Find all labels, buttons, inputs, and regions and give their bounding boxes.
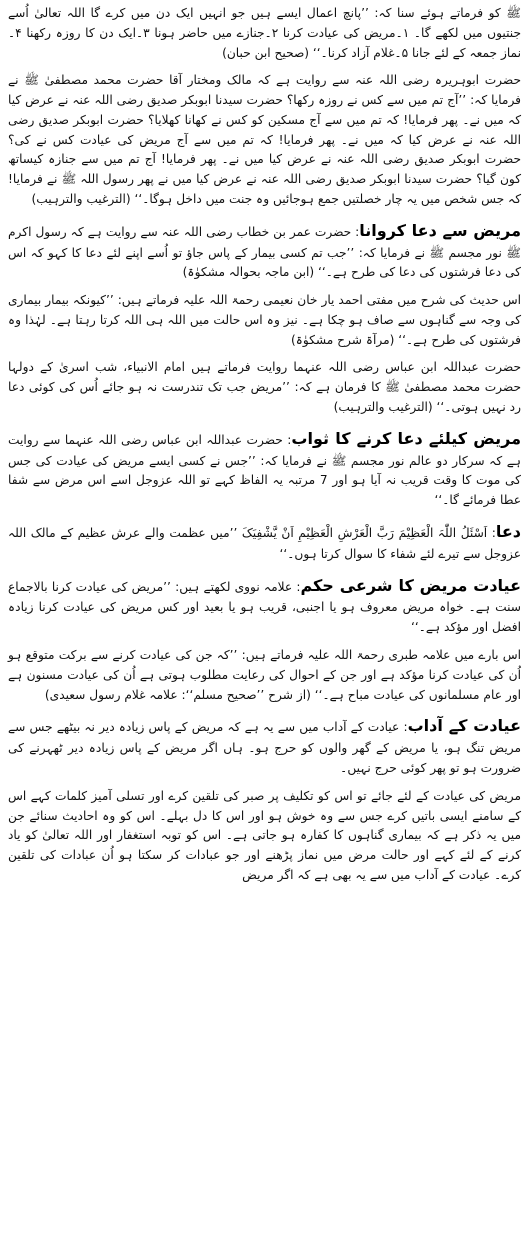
paragraph-11 — [8, 787, 521, 886]
section-heading: عیادت مریض کا شرعی حکم — [300, 575, 522, 595]
paragraph-10 — [8, 713, 521, 778]
paragraph-text: حضرت ابوہریرہ رضی اللہ عنہ سے روایت ہے کہ مالک ومختار آقا حضرت محمد مصطفیٰ ﷺ نے فرمایا کہ: ’’آج تم میں سے کس نے روزہ رکھا؟ حضرت سیدنا ابوبکر صدیق رضی اللہ عنہ نے عرض کیا کہ میں نے۔ پھر فرمایا! کہ تم میں سے آج مسکین کو کس نے کھانا کھلایا؟ حضرت ابوبکر صدیق رضی اللہ عنہ نے عرض کیا کہ میں نے۔ پھر فرمایا! کہ تم میں سے آج مریض کی عیادت کس نے کی؟ حضرت ابوبکر صدیق رضی اللہ عنہ نے عرض کیا میں نے۔ پھر فرمایا! آج تم میں سے جنازہ کیساتھ کون گیا؟ حضرت سیدنا ابوبکر صدیق رضی اللہ عنہ نے عرض کیا میں نے پھر رسول اللہ ﷺ نے فرمایا! کہ جس شخص میں یہ چار خصلتیں جمع ہوجائیں وہ جنت میں داخل ہوگا۔‘‘ (الترغیب والترہیب) — [8, 73, 521, 206]
paragraph-5 — [8, 358, 521, 417]
paragraph-text: مریض کی عیادت کے لئے جائے تو اس کو تکلیف پر صبر کی تلقین کرے اور تسلی آمیز کلمات کہے اس کے سامنے ایسی باتیں کرے جس سے وہ خوش ہو اور اس کا دل بہلے۔ اس کو وہ احادیث سنائے جن میں یہ ذکر ہے کہ بیماری گناہوں کا کفارہ ہو جاتی ہے۔ اس کو توبہ استغفار اور اللہ تعالیٰ کو یاد کرنے کے لئے کہے اور حالت مرض میں نماز پڑھنے اور جو عبادات کر سکتا ہو اُن عبادات کی تلقین کرے۔ عیادت کے آداب میں سے یہ بھی ہے کہ اگر مریض — [8, 788, 521, 882]
paragraph-4 — [8, 291, 521, 350]
paragraph-text: ﷺ کو فرماتے ہوئے سنا کہ: ’’پانچ اعمال ایسے ہیں جو انہیں ایک دن میں کرے گا اللہ تعالیٰ اُسے جنتیوں میں لکھے گا۔ ۱۔مریض کی عیادت کرنا ۲۔جنازے میں حاضر ہونا ۳۔ایک دن کا روزہ رکھنا ۴۔نماز جمعہ کے لئے جانا ۵۔غلام آزاد کرنا۔‘‘ (صحیح ابن حبان) — [8, 6, 521, 60]
paragraph-text: : علامہ نووی لکھتے ہیں: ’’مریض کی عیادت کرنا بالاجماع سنت ہے۔ خواہ مریض معروف ہو یا اجنبی، قریب ہو یا بعید اور کس مریض کی عیادت کرنا زیادہ افضل اور مؤکد ہے۔‘‘ — [8, 579, 521, 635]
section-heading: دعا — [495, 521, 521, 541]
section-heading: مریض کیلئے دعا کرنے کا ثواب — [291, 428, 521, 448]
paragraph-1 — [8, 4, 521, 63]
paragraph-9 — [8, 646, 521, 705]
paragraph-text: : اَسْئَلُ اللّٰہَ الْعَظِیْمَ رَبَّ الْعَرْشِ الْعَظِیْمِ اَنْ یَّشْفِیَکَ ’’میں عظمت والے عرش عظیم کے مالک اللہ عزوجل سے تیرے لئے شفاء کا سوال کرتا ہوں۔‘‘ — [8, 525, 521, 561]
paragraph-7 — [8, 519, 521, 565]
paragraph-text: اس حدیث کی شرح میں مفتی احمد یار خان نعیمی رحمۃ اللہ علیہ فرماتے ہیں: ’’کیونکہ بیمار بیماری کی وجہ سے گناہوں سے صاف ہو چکا ہے۔ نیز وہ اس حالت میں اللہ ہی اللہ کرتا رہتا ہے۔ لہٰذا وہ فرشتوں کی طرح ہے۔‘‘ (مرآۃ شرح مشکوٰۃ) — [8, 293, 521, 347]
paragraph-8 — [8, 573, 521, 638]
section-heading: عیادت کے آداب — [407, 716, 521, 736]
paragraph-2 — [8, 71, 521, 209]
paragraph-text: : عیادت کے آداب میں سے یہ ہے کہ مریض کے پاس زیادہ دیر نہ بیٹھے جس سے مریض تنگ ہو، یا مریض کے گھر والوں کو حرج ہو۔ ہاں اگر مریض کے پاس زیادہ دیر ٹھہرنے کی ضرورت ہو تو پھر کوئی حرج نہیں۔ — [8, 720, 521, 775]
section-heading: مریض سے دعا کروانا — [359, 220, 521, 240]
paragraph-text: : حضرت عمر بن خطاب رضی اللہ عنہ سے روایت ہے کہ رسول اکرم ﷺ نور مجسم ﷺ نے فرمایا کہ: ’’جب تم کسی بیمار کے پاس جاؤ تو اُسے اپنے لئے دعا کا کہو کہ اس کی دعا فرشتوں کی دعا کی طرح ہے۔‘‘ (ابن ماجہ بحوالہ مشکوٰۃ) — [8, 224, 521, 280]
paragraph-text: اس بارے میں علامہ طبری رحمۃ اللہ علیہ فرماتے ہیں: ’’کہ جن کی عیادت کرنے سے برکت متوقع ہو اُن کی عیادت کرنا مؤکد ہے اور جن کے احوال کی رعایت مطلوب ہوتی ہے اُن کی عیادت مسنون ہے اور عام مسلمانوں کی عیادت مباح ہے۔‘‘ (از شرح ’’صحیح مسلم‘‘: علامہ غلام رسول سعیدی) — [8, 648, 521, 702]
paragraph-3 — [8, 218, 521, 283]
paragraph-text: حضرت عبداللہ ابن عباس رضی اللہ عنہما روایت فرماتے ہیں امام الانبیاء، شب اسریٰ کے دولہا حضرت محمد مصطفیٰ ﷺ کا فرمان ہے کہ: ’’مریض جب تک تندرست نہ ہو جائے اُس کی کوئی دعا رد نہیں ہوتی۔‘‘ (الترغیب والترہیب) — [8, 360, 521, 414]
paragraph-text: : حضرت عبداللہ ابن عباس رضی اللہ عنہما سے روایت ہے کہ سرکار دو عالم نور مجسم ﷺ نے فرمایا کہ: ’’جس نے کسی ایسے مریض کی عیادت کی جس کی موت کا وقت قریب نہ آیا ہو اور 7 مرتبہ یہ الفاظ کہے تو اللہ عزوجل اسے اس مرض سے شفا عطا فرمائے گا۔‘‘ — [8, 432, 521, 508]
paragraph-6 — [8, 426, 521, 511]
